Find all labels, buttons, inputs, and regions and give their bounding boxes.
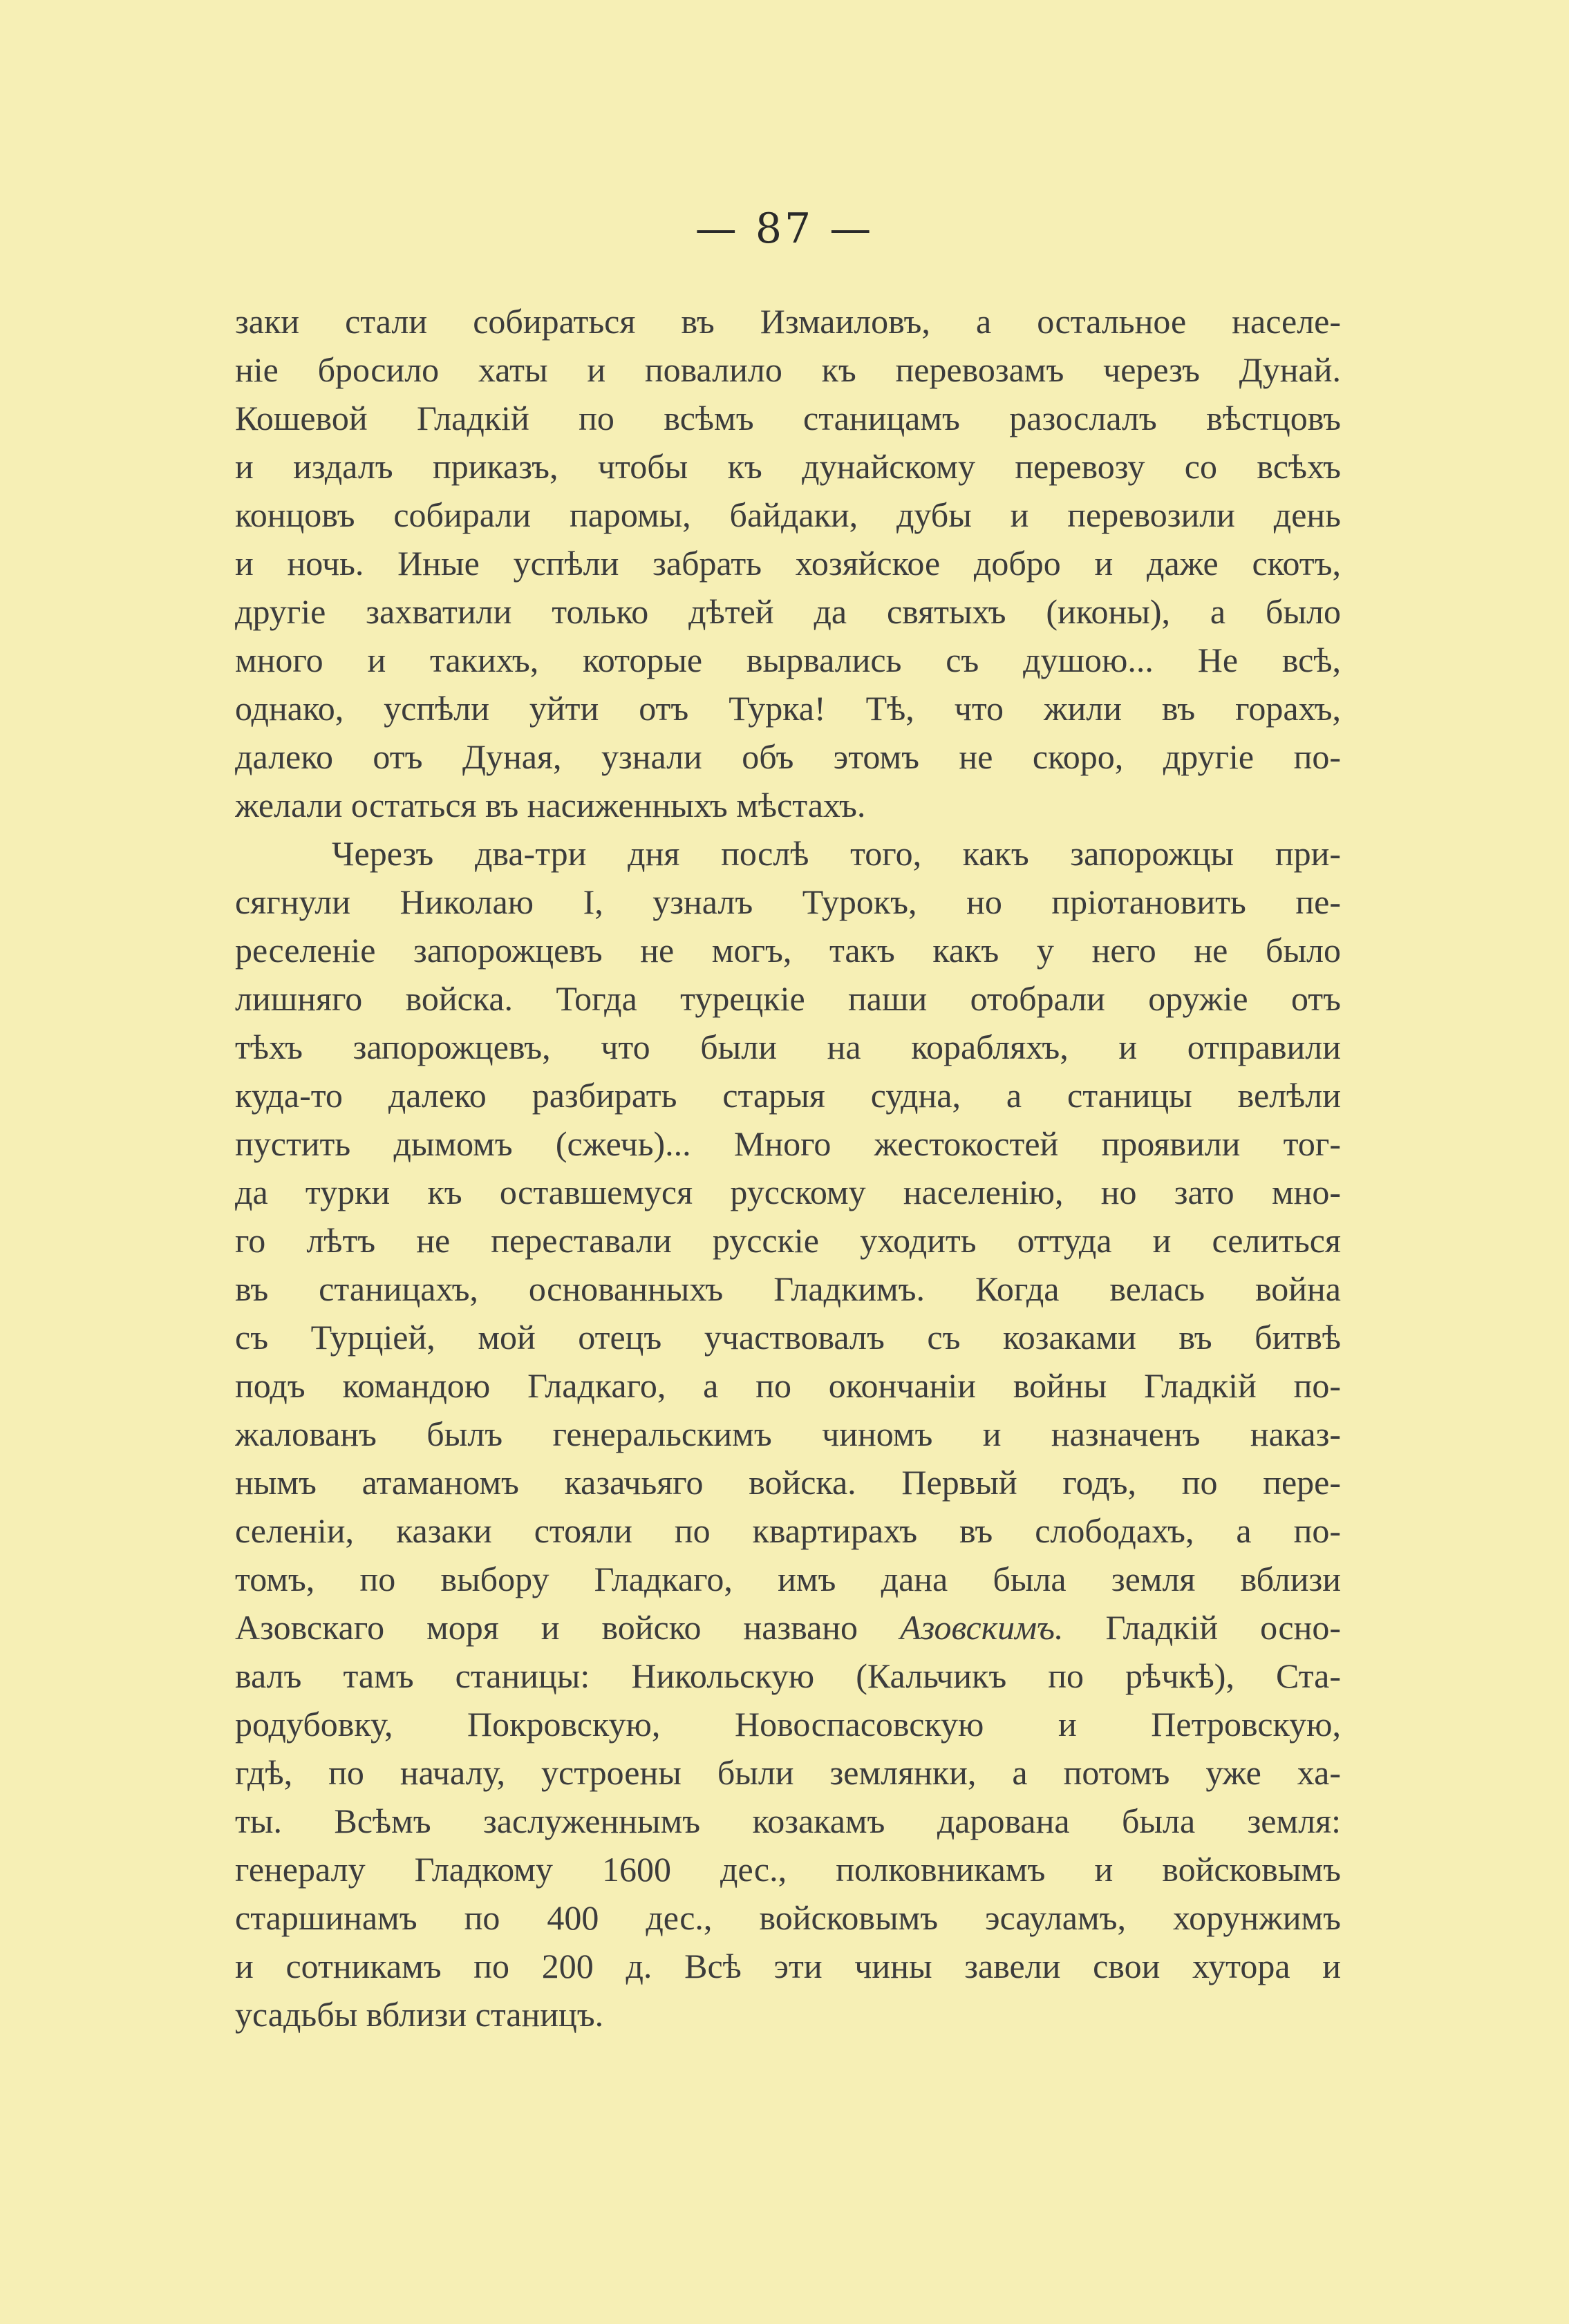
- text-line: реселеніе запорожцевъ не могъ, такъ какъ у него не было: [235, 931, 1341, 970]
- text-line: концовъ собирали паромы, байдаки, дубы и перевозили день: [235, 495, 1341, 534]
- text-line: куда-то далеко разбирать старыя судна, а станицы велѣли: [235, 1076, 1341, 1115]
- text-line: сягнули Николаю I, узналъ Турокъ, но пріотановить пе-: [235, 882, 1341, 921]
- text-line: селеніи, казаки стояли по квартирахъ въ слободахъ, а по-: [235, 1511, 1341, 1550]
- text-line: далеко отъ Дуная, узнали объ этомъ не скоро, другіе по-: [235, 737, 1341, 776]
- text-line: и сотникамъ по 200 д. Всѣ эти чины завели свои хутора и: [235, 1947, 1341, 1985]
- text-line: лишняго войска. Тогда турецкіе паши отобрали оружіе отъ: [235, 979, 1341, 1018]
- text-line: да турки къ оставшемуся русскому населенію, но зато мно-: [235, 1173, 1341, 1211]
- text-line: гдѣ, по началу, устроены были землянки, а потомъ уже ха-: [235, 1753, 1341, 1792]
- text-line: томъ, по выбору Гладкаго, имъ дана была земля вблизи: [235, 1560, 1341, 1598]
- line-end: Гладкій осно-: [1105, 1608, 1341, 1647]
- text-line-italic: [235, 1603, 1341, 1652]
- text-line: ніе бросило хаты и повалило къ перевозамъ черезъ Дунай.: [235, 350, 1341, 389]
- text-line: жалованъ былъ генеральскимъ чиномъ и назначенъ наказ-: [235, 1415, 1341, 1453]
- text-line: другіе захватили только дѣтей да святыхъ (иконы), а было: [235, 592, 1341, 631]
- text-line: желали остаться въ насиженныхъ мѣстахъ.: [235, 786, 866, 824]
- text-line: родубовку, Покровскую, Новоспасовскую и Петровскую,: [235, 1705, 1341, 1744]
- paragraph-1: [235, 297, 1341, 829]
- text-line: и ночь. Иные успѣли забрать хозяйское добро и даже скотъ,: [235, 544, 1341, 583]
- text-line: тѣхъ запорожцевъ, что были на корабляхъ, и отправили: [235, 1028, 1341, 1066]
- page-number: — 87 —: [695, 205, 874, 253]
- body-text: [235, 297, 1341, 2039]
- text-line: го лѣтъ не переставали русскіе уходить оттуда и селиться: [235, 1221, 1341, 1260]
- text-line: Черезъ два-три дня послѣ того, какъ запорожцы при-: [332, 834, 1341, 873]
- text-line: генералу Гладкому 1600 дес., полковникамъ и войсковымъ: [235, 1850, 1341, 1889]
- text-line: усадьбы вблизи станицъ.: [235, 1995, 604, 2034]
- text-line: подъ командою Гладкаго, а по окончаніи войны Гладкій по-: [235, 1366, 1341, 1405]
- text-line: ты. Всѣмъ заслуженнымъ козакамъ дарована была земля:: [235, 1802, 1341, 1840]
- text-line: нымъ атаманомъ казачьяго войска. Первый годъ, по пере-: [235, 1463, 1341, 1502]
- text-line: съ Турціей, мой отецъ участвовалъ съ козаками въ битвѣ: [235, 1318, 1341, 1357]
- text-line: валъ тамъ станицы: Никольскую (Кальчикъ по рѣчкѣ), Ста-: [235, 1656, 1341, 1695]
- text-line: пустить дымомъ (сжечь)... Много жестокостей проявили тог-: [235, 1124, 1341, 1163]
- text-line: заки стали собираться въ Измаиловъ, а остальное населе-: [235, 302, 1341, 341]
- text-line: въ станицахъ, основанныхъ Гладкимъ. Когда велась война: [235, 1269, 1341, 1308]
- line-start: Азовскаго моря и войско названо: [235, 1608, 858, 1647]
- text-line: однако, успѣли уйти отъ Турка! Тѣ, что жили въ горахъ,: [235, 689, 1341, 728]
- italic-army-name: Азовскимъ.: [900, 1608, 1064, 1647]
- paragraph-2: [235, 829, 1341, 2039]
- text-line: Кошевой Гладкій по всѣмъ станицамъ разослалъ вѣстцовъ: [235, 399, 1341, 437]
- text-line: и издалъ приказъ, чтобы къ дунайскому перевозу со всѣхъ: [235, 447, 1341, 486]
- text-line: старшинамъ по 400 дес., войсковымъ эсауламъ, хорунжимъ: [235, 1898, 1341, 1937]
- text-line: много и такихъ, которые вырвались съ душою... Не всѣ,: [235, 641, 1341, 679]
